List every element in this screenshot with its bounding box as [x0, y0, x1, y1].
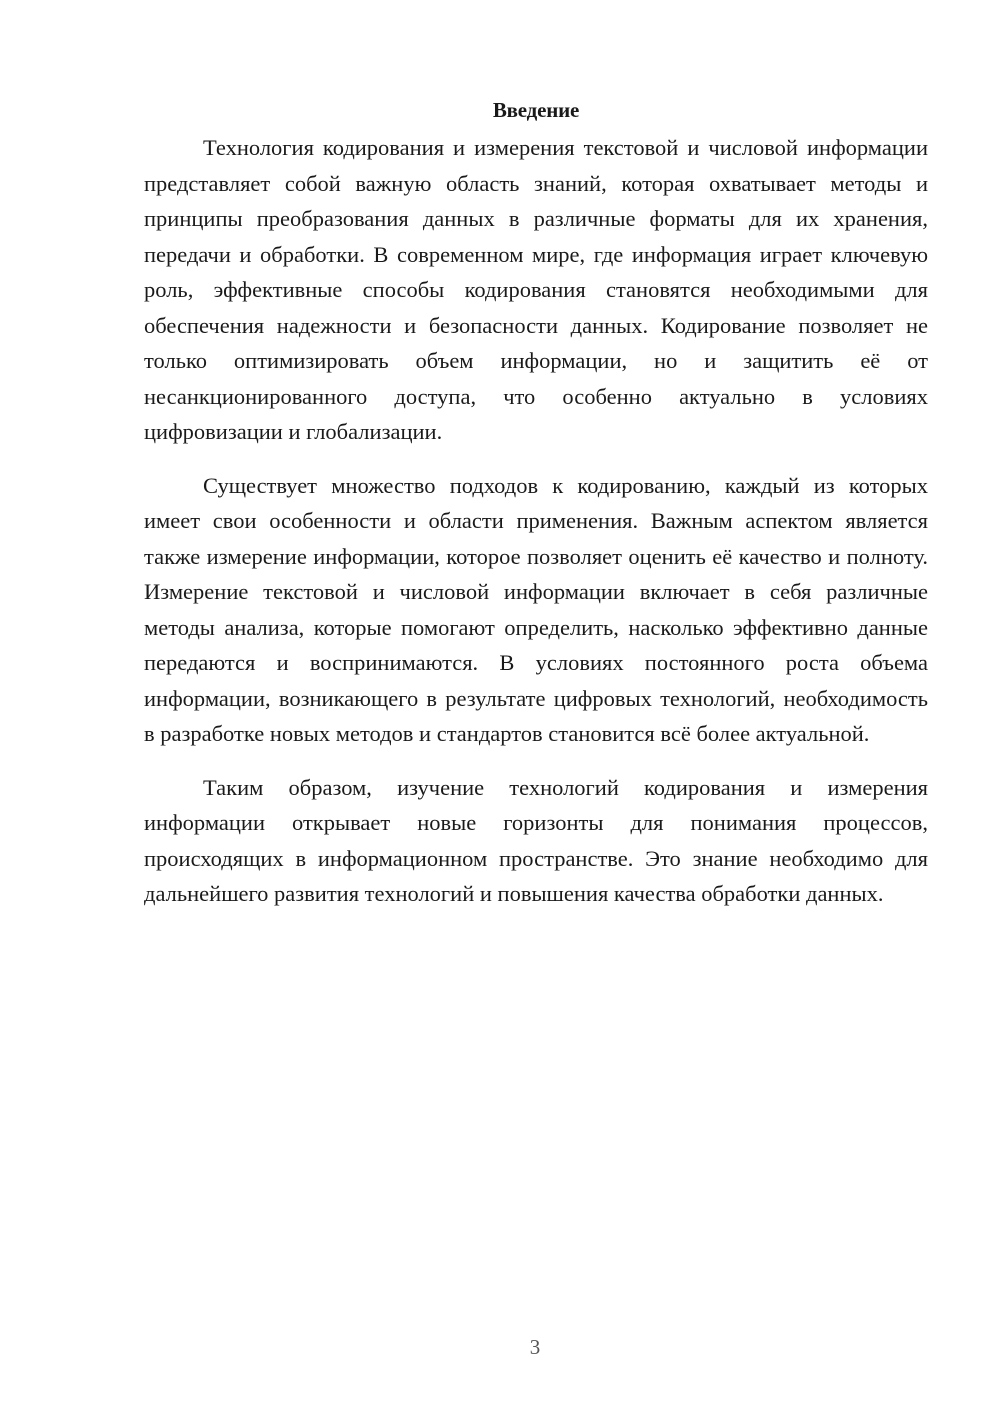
paragraph-1: Технология кодирования и измерения текстовой и числовой информации представляет собой важную область знаний, которая охватывает методы и принципы преобразования данных в различные форматы для их хранения, передачи и обработки. В современном мире, где информация играет ключевую роль, эффективные способы кодирования становятся необходимыми для обеспечения надежности и безопасности данных. Кодирование позволяет не только оптимизировать объем информации, но и защитить её от несанкционированного доступа, что особенно актуально в условиях цифровизации и глобализации. — [144, 135, 928, 444]
paragraph-2: Существует множество подходов к кодированию, каждый из которых имеет свои особенности и области применения. Важным аспектом является также измерение информации, которое позволяет оценить её качество и полноту. Измерение текстовой и числовой информации включает в себя различные методы анализа, которые помогают определить, насколько эффективно данные передаются и воспринимаются. В условиях постоянного роста объема информации, возникающего в результате цифровых технологий, необходимость в разработке новых методов и стандартов становится всё более актуальной. — [144, 472, 928, 746]
section-heading: Введение — [492, 98, 580, 122]
page-number: 3 — [529, 1335, 541, 1359]
paragraph-3: Таким образом, изучение технологий кодирования и измерения информации открывает новые горизонты для понимания процессов, происходящих в информационном пространстве. Это знание необходимо для дальнейшего развития технологий и повышения качества обработки данных. — [144, 774, 928, 906]
page-content — [144, 92, 928, 930]
